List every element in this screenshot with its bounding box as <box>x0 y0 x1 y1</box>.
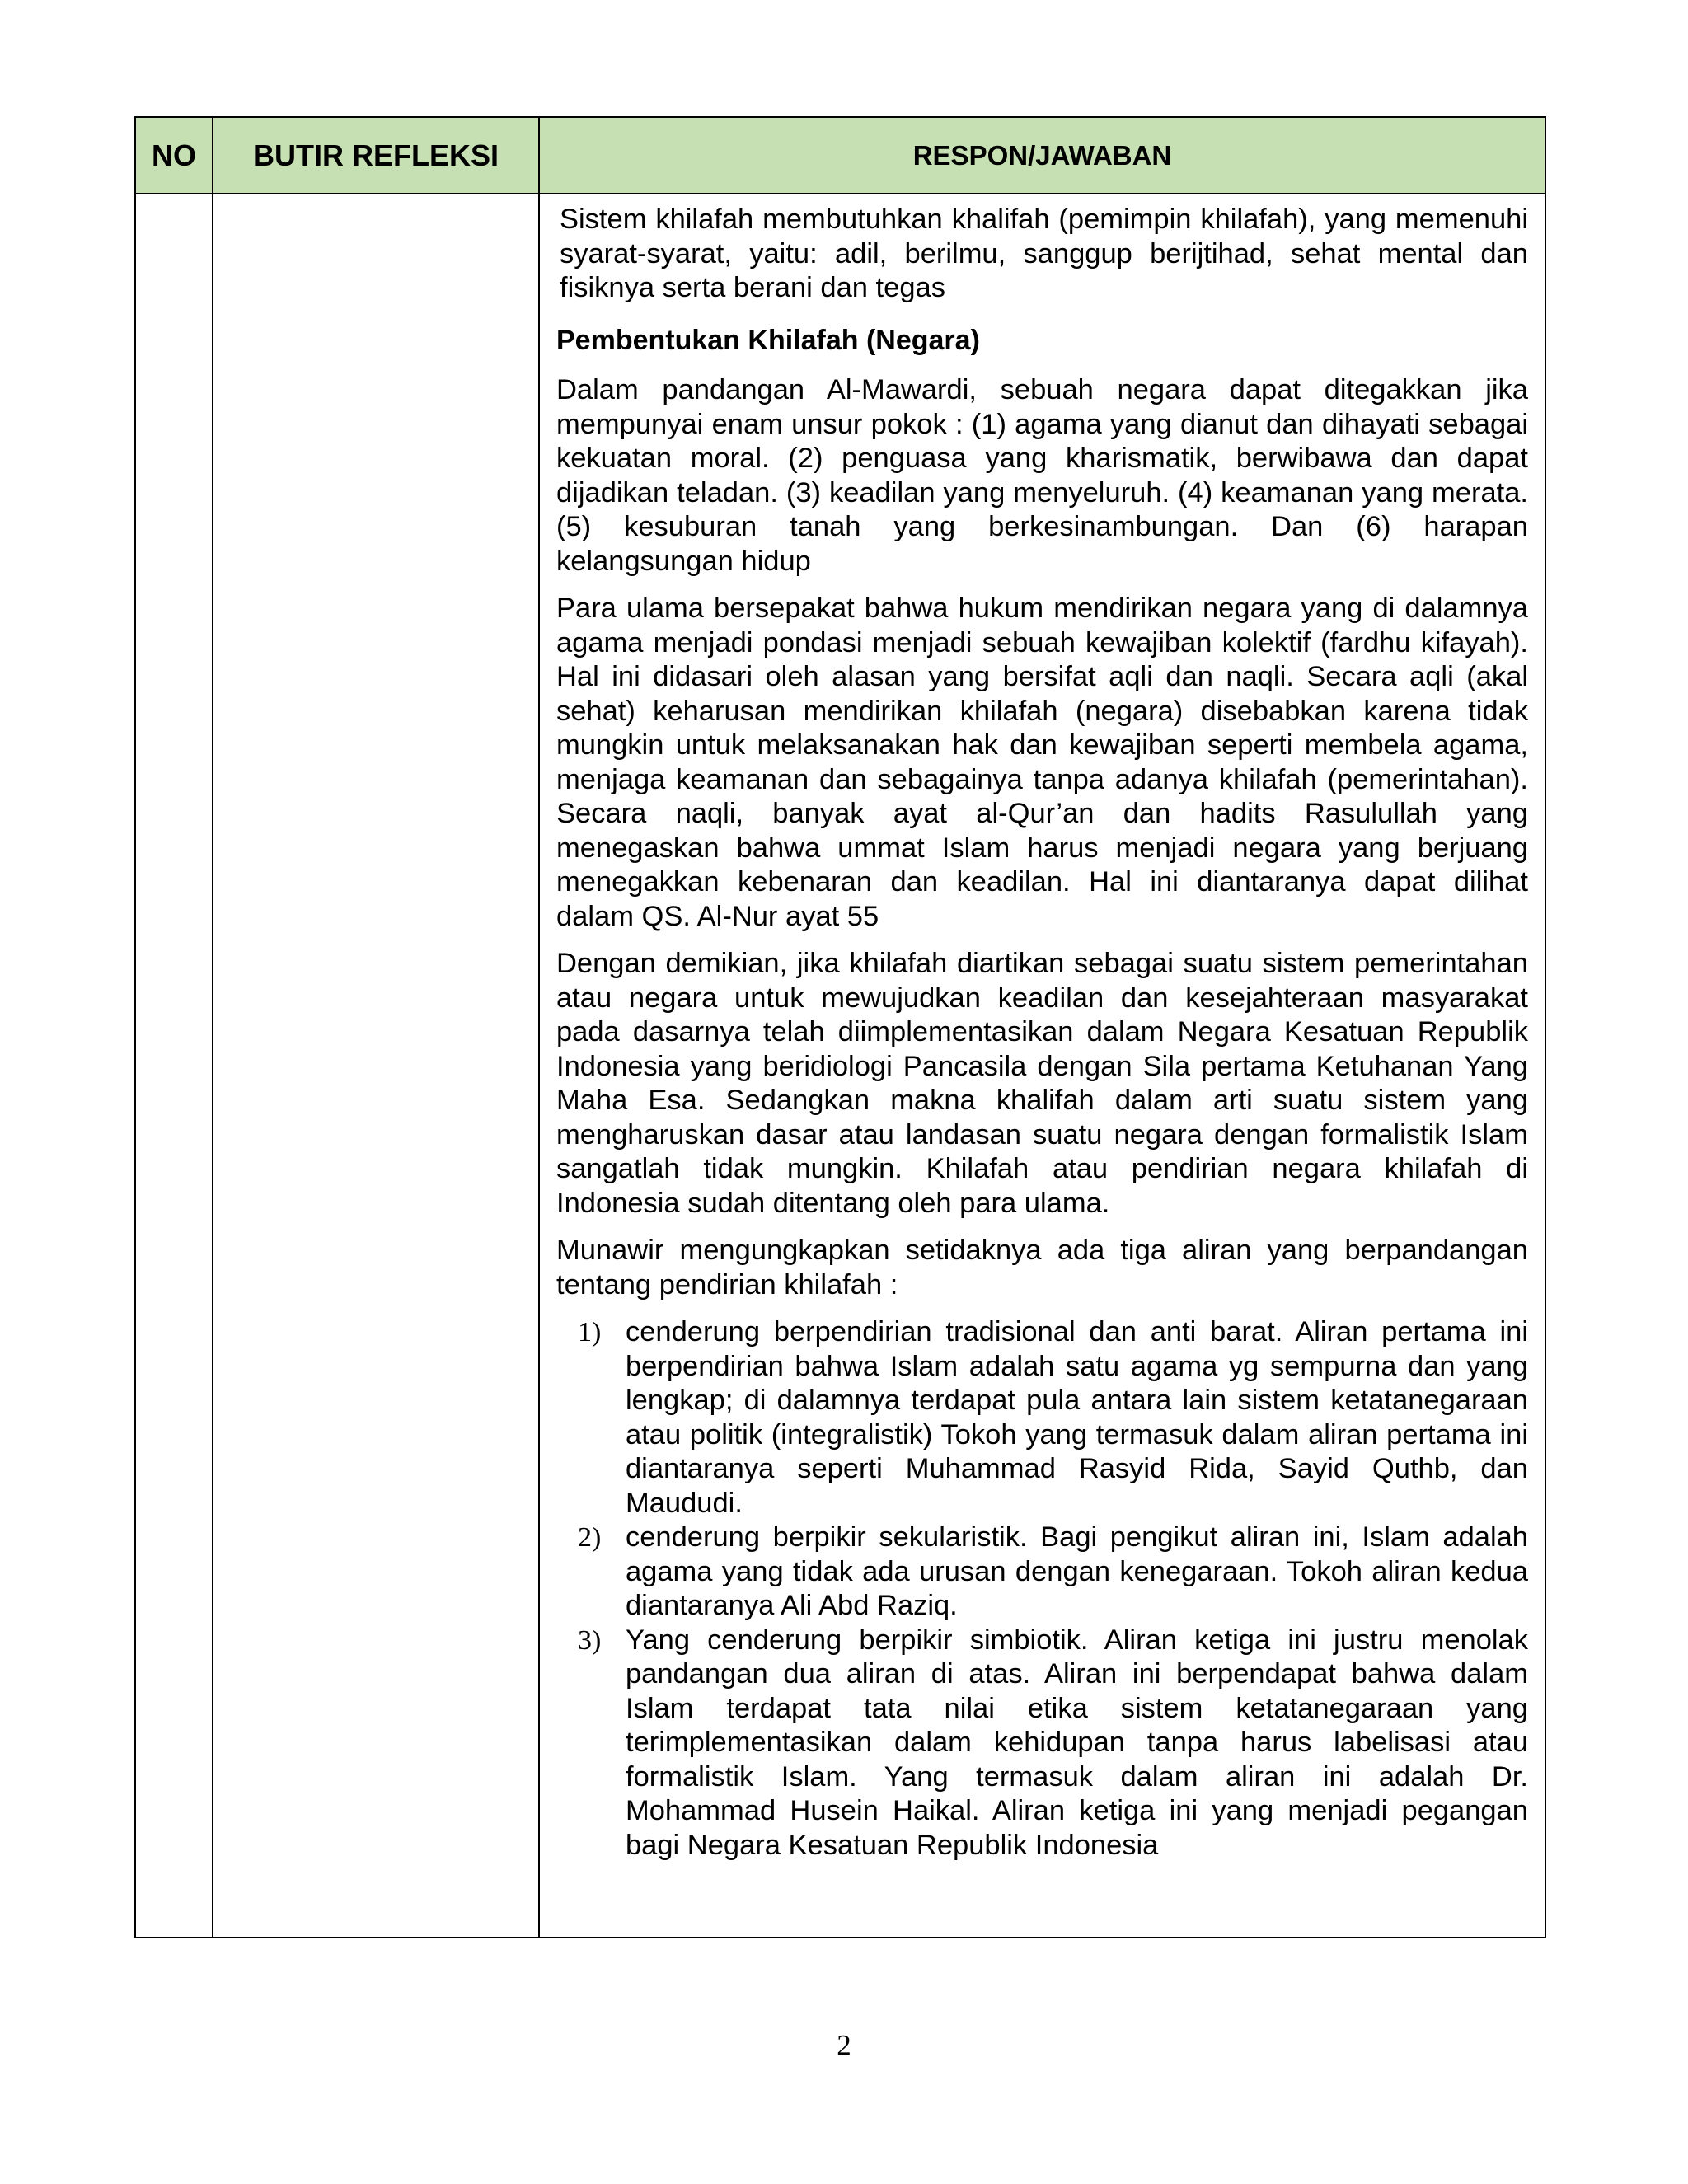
list-item-number: 2) <box>578 1522 602 1553</box>
list-item-number: 1) <box>578 1317 602 1347</box>
intro-paragraph: Sistem khilafah membutuhkan khalifah (pemimpin khilafah), yang memenuhi syarat-syarat, yaitu: adil, berilmu, sanggup berijtihad, sehat mental dan fisiknya serta berani dan tegas <box>560 204 1528 303</box>
page-number: 2 <box>837 2029 851 2061</box>
table-header-row <box>135 117 1545 194</box>
header-butir-refleksi: BUTIR REFLEKSI <box>213 117 539 194</box>
cell-butir-refleksi <box>213 194 539 1938</box>
aliran-list <box>556 1315 1528 1863</box>
paragraph-al-mawardi: Dalam pandangan Al-Mawardi, sebuah negara dapat ditegakkan jika mempunyai enam unsur pokok : (1) agama yang dianut dan dihayati sebagai kekuatan moral. (2) penguasa yang kharismatik, berwibawa dan dapat dijadikan teladan. (3) keadilan yang menyeluruh. (4) keamanan yang merata. (5) kesuburan tanah yang berkesinambungan. Dan (6) harapan kelangsungan hidup <box>556 374 1528 577</box>
paragraph-dengan-demikian: Dengan demikian, jika khilafah diartikan sebagai suatu sistem pemerintahan atau negara untuk mewujudkan keadilan dan kesejahteraan masyarakat pada dasarnya telah diimplementasikan dalam Negara Kesatuan Republik Indonesia yang beridiologi Pancasila dengan Sila pertama Ketuhanan Yang Maha Esa. Sedangkan makna khalifah dalam arti suatu sistem yang mengharuskan dasar atau landasan suatu negara dengan formalistik Islam sangatlah tidak mungkin. Khilafah atau pendirian negara khilafah di Indonesia sudah ditentang oleh para ulama. <box>556 948 1528 1219</box>
table-row <box>135 194 1545 1938</box>
section-heading: Pembentukan Khilafah (Negara) <box>556 324 980 356</box>
header-respon-jawaban: RESPON/JAWABAN <box>539 117 1545 194</box>
cell-no <box>135 194 213 1938</box>
paragraph-para-ulama: Para ulama bersepakat bahwa hukum mendirikan negara yang di dalamnya agama menjadi pondasi menjadi sebuah kewajiban kolektif (fardhu kifayah). Hal ini didasari oleh alasan yang bersifat aqli dan naqli. Secara aqli (akal sehat) keharusan mendirikan khilafah (negara) disebabkan karena tidak mungkin untuk melaksanakan hak dan kewajiban seperti membela agama, menjaga keamanan dan sebagainya tanpa adanya khilafah (pemerintahan). Secara naqli, banyak ayat al-Qur’an dan hadits Rasulullah yang menegaskan bahwa ummat Islam harus menjadi negara yang berjuang menegakkan kebenaran dan keadilan. Hal ini diantaranya dapat dilihat dalam QS. Al-Nur ayat 55 <box>556 593 1528 932</box>
header-no: NO <box>135 117 213 194</box>
list-item <box>556 1315 1528 1521</box>
list-item <box>556 1521 1528 1624</box>
reflection-table <box>134 116 1546 1938</box>
list-item-text: cenderung berpendirian tradisional dan anti barat. Aliran pertama ini berpendirian bahwa Islam adalah satu agama yg sempurna dan yang lengkap; di dalamnya terdapat pula antara lain sistem ketatanegaraan atau politik (integralistik) Tokoh yang termasuk dalam aliran pertama ini diantaranya seperti Muhammad Rasyid Rida, Sayid Quthb, dan Maududi. <box>626 1316 1528 1519</box>
cell-respon-jawaban <box>539 194 1545 1938</box>
paragraph-munawir: Munawir mengungkapkan setidaknya ada tiga aliran yang berpandangan tentang pendirian khilafah : <box>556 1235 1528 1301</box>
list-item-number: 3) <box>578 1624 602 1656</box>
list-item-text: cenderung berpikir sekularistik. Bagi pengikut aliran ini, Islam adalah agama yang tidak ada urusan dengan kenegaraan. Tokoh aliran kedua diantaranya Ali Abd Raziq. <box>626 1521 1528 1621</box>
list-item-text: Yang cenderung berpikir simbiotik. Aliran ketiga ini justru menolak pandangan dua aliran di atas. Aliran ini berpendapat bahwa dalam Islam terdapat tata nilai etika sistem ketatanegaraan yang terimplementasikan dalam kehidupan tanpa harus labelisasi atau formalistik Islam. Yang termasuk dalam aliran ini adalah Dr. Mohammad Husein Haikal. Aliran ketiga ini yang menjadi pegangan bagi Negara Kesatuan Republik Indonesia <box>626 1624 1528 1861</box>
list-item <box>556 1624 1528 1863</box>
